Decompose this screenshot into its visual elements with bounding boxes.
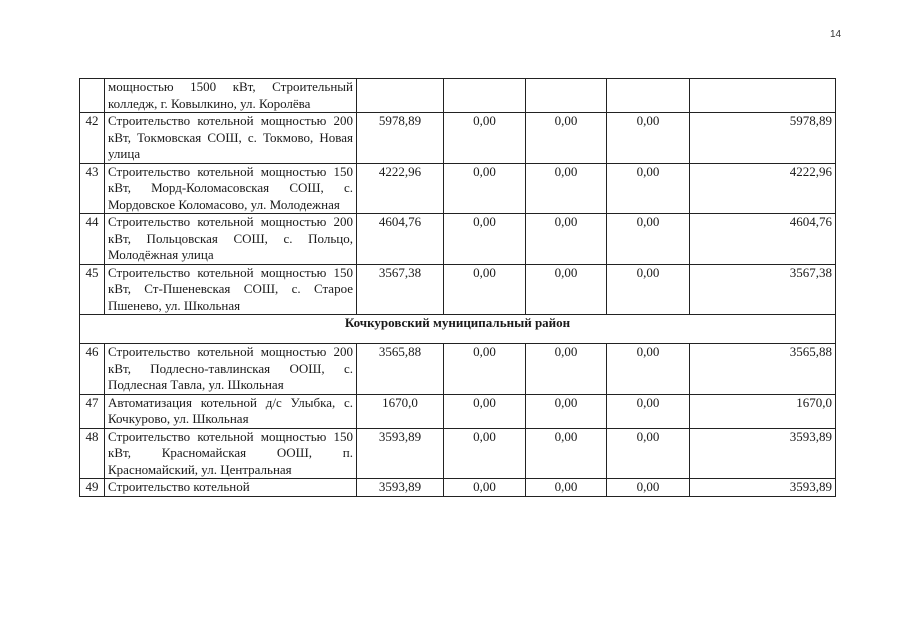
table-row	[80, 394, 836, 428]
row-value-2: 0,00	[444, 214, 526, 265]
row-value-2: 0,00	[444, 113, 526, 164]
row-number: 48	[80, 428, 105, 479]
row-value-1: 1670,0	[357, 394, 444, 428]
row-value-4: 0,00	[607, 428, 690, 479]
row-total: 1670,0	[690, 394, 836, 428]
row-value-2: 0,00	[444, 344, 526, 395]
row-value-3: 0,00	[526, 394, 607, 428]
row-value-3: 0,00	[526, 113, 607, 164]
row-value-1	[357, 79, 444, 113]
section-title: Кочкуровский муниципальный район	[80, 315, 836, 344]
row-number: 47	[80, 394, 105, 428]
row-total: 4222,96	[690, 163, 836, 214]
row-value-4: 0,00	[607, 344, 690, 395]
row-value-1: 4604,76	[357, 214, 444, 265]
row-value-1: 5978,89	[357, 113, 444, 164]
table-row	[80, 79, 836, 113]
row-value-3: 0,00	[526, 479, 607, 497]
row-total: 3593,89	[690, 428, 836, 479]
row-value-1: 3565,88	[357, 344, 444, 395]
row-value-4: 0,00	[607, 394, 690, 428]
row-value-4: 0,00	[607, 479, 690, 497]
row-total: 3565,88	[690, 344, 836, 395]
row-value-4: 0,00	[607, 264, 690, 315]
row-value-2	[444, 79, 526, 113]
row-description: Строительство котельной мощностью 150 кВт, Красномайская ООШ, п. Красномайский, ул. Центральная	[105, 428, 357, 479]
row-value-2: 0,00	[444, 479, 526, 497]
table-row	[80, 163, 836, 214]
row-value-3: 0,00	[526, 264, 607, 315]
row-description: Строительство котельной мощностью 150 кВт, Морд-Коломасовская СОШ, с. Мордовское Коломасово, ул. Молодежная	[105, 163, 357, 214]
row-number: 42	[80, 113, 105, 164]
row-value-3: 0,00	[526, 428, 607, 479]
row-value-4	[607, 79, 690, 113]
row-total	[690, 79, 836, 113]
row-description: Строительство котельной мощностью 200 кВт, Подлесно-тавлинская ООШ, с. Подлесная Тавла, ул. Школьная	[105, 344, 357, 395]
row-number	[80, 79, 105, 113]
row-value-3: 0,00	[526, 214, 607, 265]
row-value-2: 0,00	[444, 428, 526, 479]
row-number: 49	[80, 479, 105, 497]
row-value-4: 0,00	[607, 214, 690, 265]
table-row	[80, 214, 836, 265]
row-total: 3567,38	[690, 264, 836, 315]
row-value-1: 4222,96	[357, 163, 444, 214]
row-description: мощностью 1500 кВт, Строительный колледж, г. Ковылкино, ул. Королёва	[105, 79, 357, 113]
row-value-3: 0,00	[526, 163, 607, 214]
row-value-1: 3567,38	[357, 264, 444, 315]
row-description: Строительство котельной	[105, 479, 357, 497]
table-row	[80, 113, 836, 164]
table-row	[80, 344, 836, 395]
row-value-1: 3593,89	[357, 428, 444, 479]
row-value-4: 0,00	[607, 113, 690, 164]
table-row	[80, 479, 836, 497]
row-value-2: 0,00	[444, 264, 526, 315]
row-value-1: 3593,89	[357, 479, 444, 497]
row-description: Строительство котельной мощностью 150 кВт, Ст-Пшеневская СОШ, с. Старое Пшенево, ул. Школьная	[105, 264, 357, 315]
row-description: Строительство котельной мощностью 200 кВт, Польцовская СОШ, с. Польцо, Молодёжная улица	[105, 214, 357, 265]
section-row	[80, 315, 836, 344]
table-row	[80, 428, 836, 479]
row-total: 5978,89	[690, 113, 836, 164]
row-total: 4604,76	[690, 214, 836, 265]
row-value-4: 0,00	[607, 163, 690, 214]
row-number: 46	[80, 344, 105, 395]
row-number: 43	[80, 163, 105, 214]
investment-table	[79, 78, 836, 497]
table-row	[80, 264, 836, 315]
row-value-2: 0,00	[444, 394, 526, 428]
row-total: 3593,89	[690, 479, 836, 497]
page-number: 14	[830, 29, 842, 40]
row-value-2: 0,00	[444, 163, 526, 214]
row-description: Строительство котельной мощностью 200 кВт, Токмовская СОШ, с. Токмово, Новая улица	[105, 113, 357, 164]
row-number: 44	[80, 214, 105, 265]
row-number: 45	[80, 264, 105, 315]
row-value-3	[526, 79, 607, 113]
row-description: Автоматизация котельной д/с Улыбка, с. Кочкурово, ул. Школьная	[105, 394, 357, 428]
row-value-3: 0,00	[526, 344, 607, 395]
